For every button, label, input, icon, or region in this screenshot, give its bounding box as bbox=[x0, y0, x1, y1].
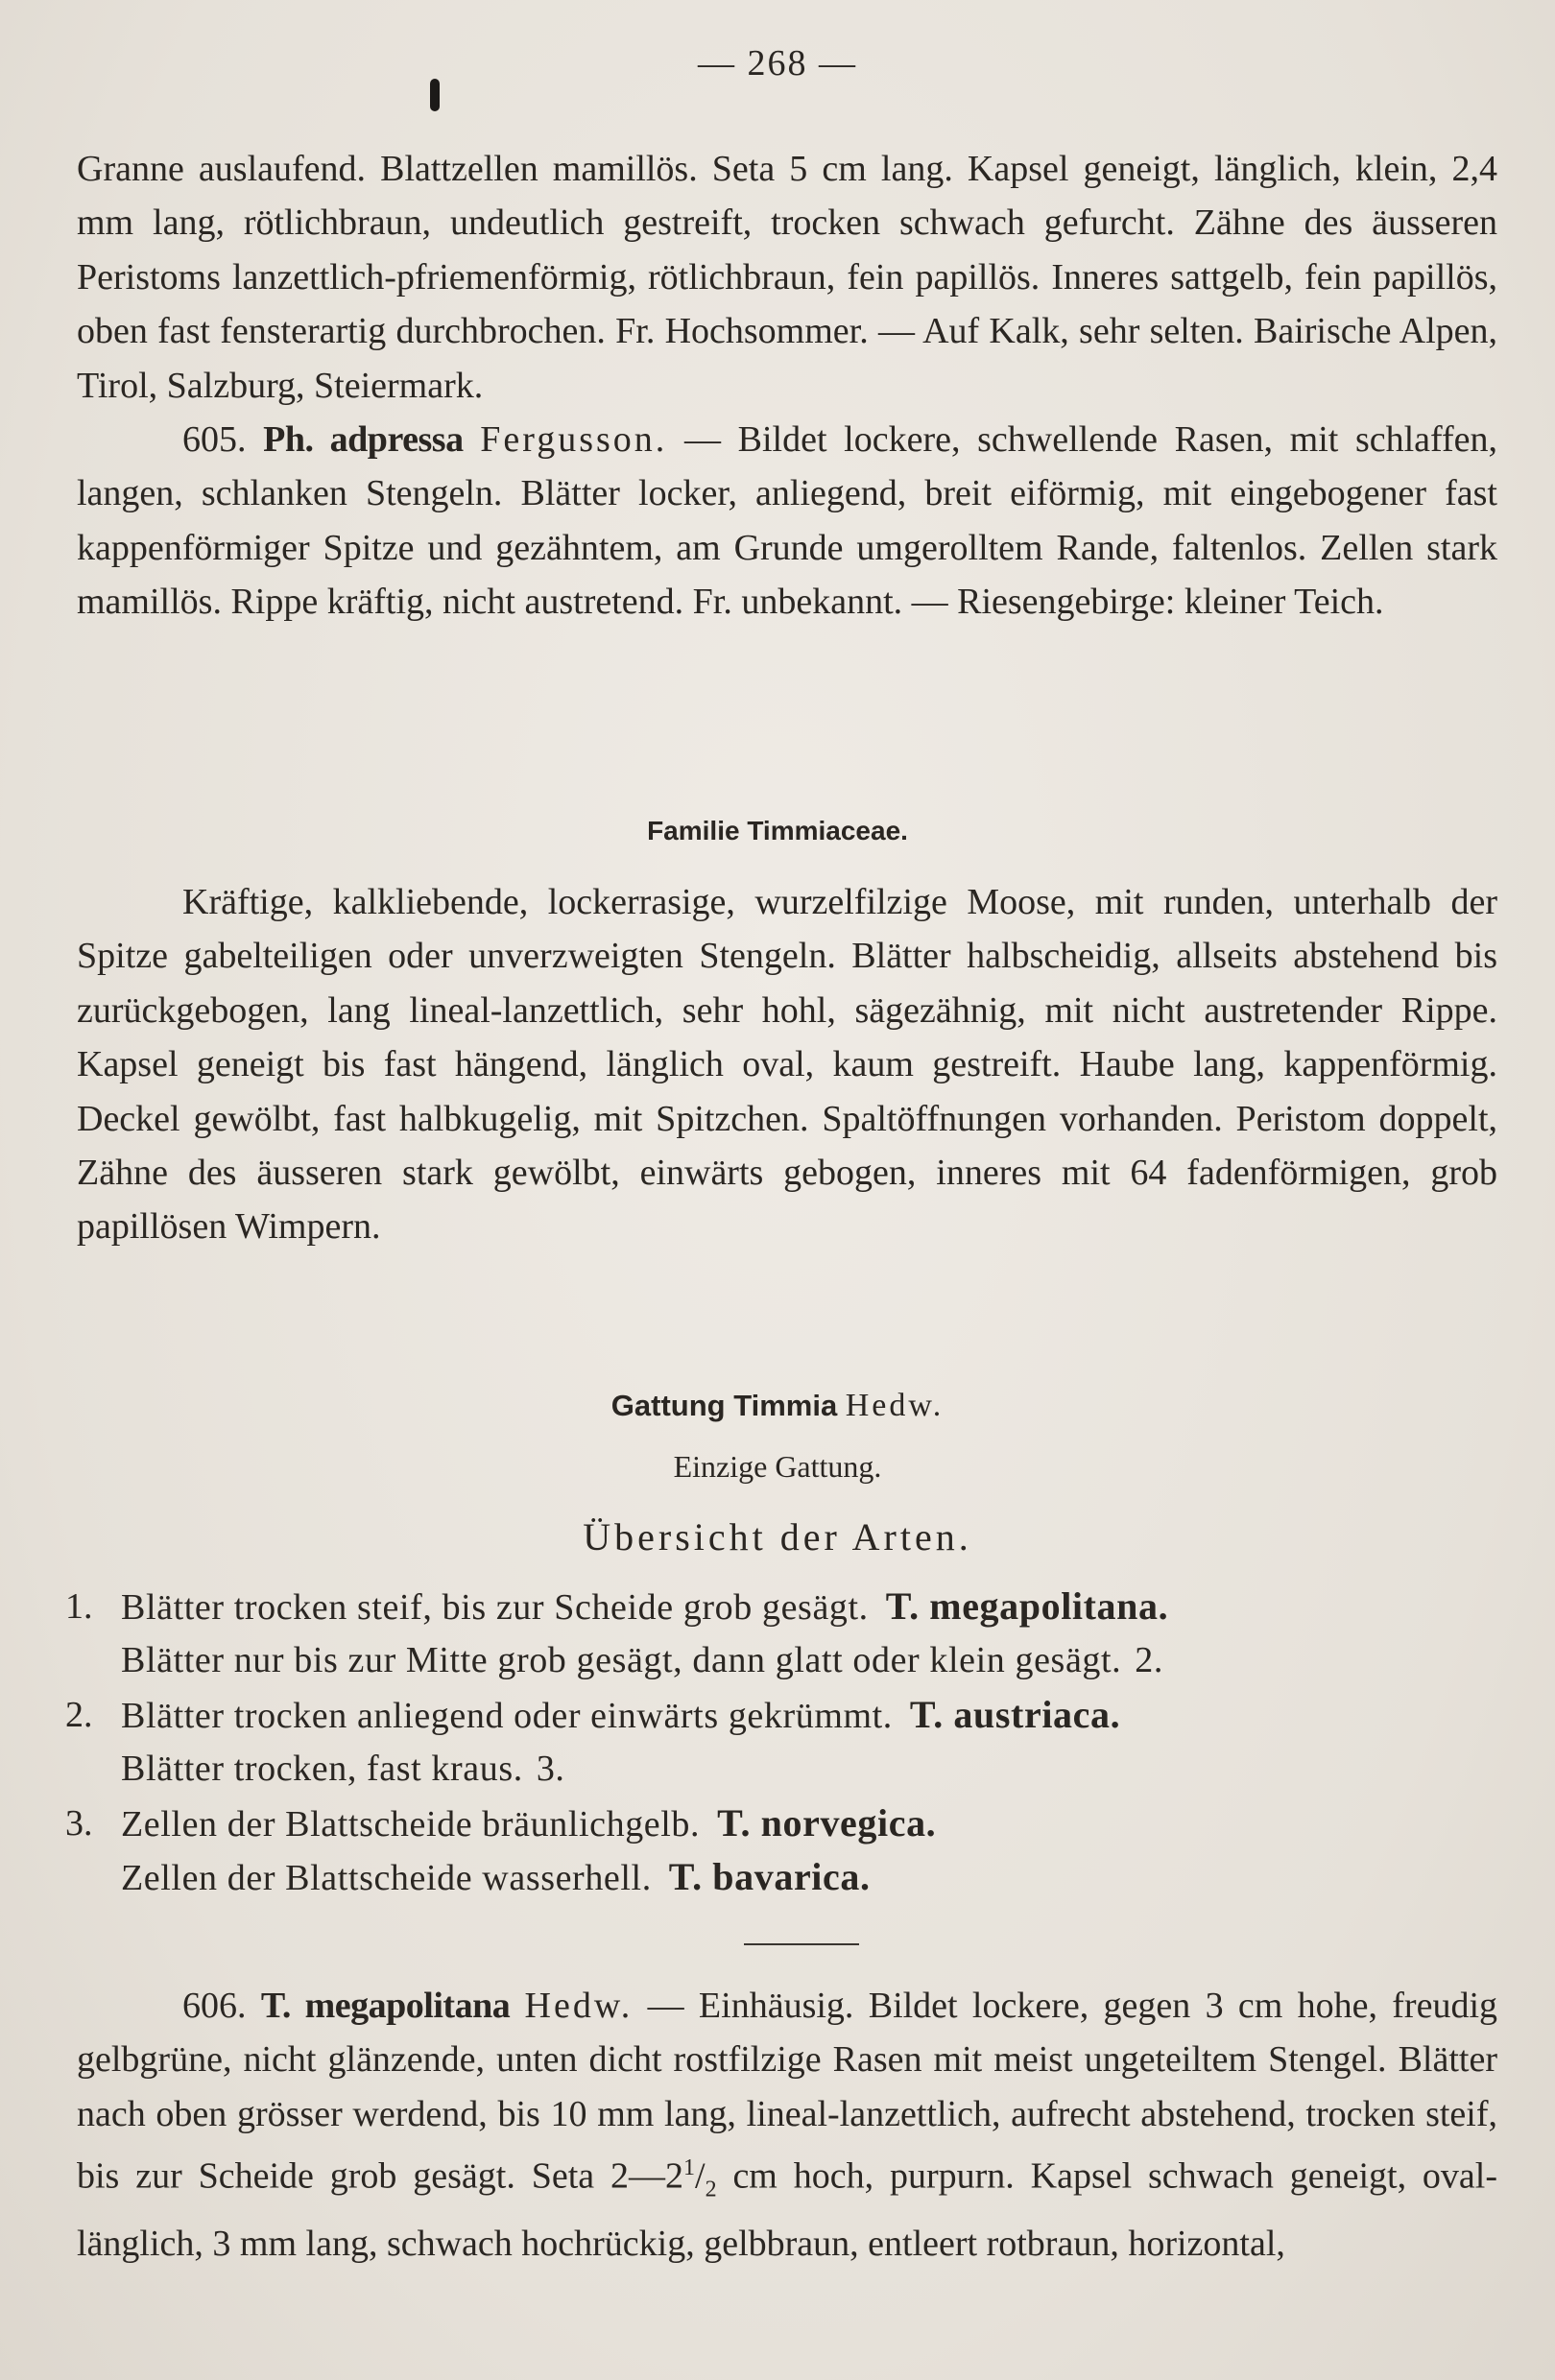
species-number: 605. bbox=[182, 419, 247, 461]
species-number: 606. bbox=[182, 1986, 247, 2026]
genus-author: Hedw. bbox=[845, 1388, 945, 1423]
fraction-denominator: 2 bbox=[705, 2177, 717, 2202]
paragraph-species-605 bbox=[77, 413, 1497, 630]
family-heading: Familie Timmiaceae. bbox=[647, 816, 908, 845]
key-reference: 3. bbox=[536, 1749, 565, 1790]
genus-name: Gattung Timmia bbox=[610, 1389, 838, 1422]
key-number: 2. bbox=[65, 1694, 93, 1735]
fraction-numerator: 1 bbox=[683, 2155, 696, 2181]
key-text: Blätter trocken steif, bis zur Scheide grob gesägt. bbox=[121, 1587, 869, 1628]
key-text: Blätter trocken, fast kraus. bbox=[121, 1749, 523, 1790]
key-row bbox=[65, 1850, 1505, 1904]
key-reference: 2. bbox=[1135, 1640, 1163, 1681]
key-number: 3. bbox=[65, 1802, 93, 1844]
section-divider bbox=[744, 1943, 859, 1945]
species-author: Fergusson. bbox=[480, 419, 668, 461]
species-key bbox=[65, 1580, 1505, 1904]
key-row bbox=[65, 1633, 1505, 1687]
key-species: T. norvegica. bbox=[717, 1800, 937, 1844]
family-description: Kräftige, kalkliebende, lockerrasige, wurzelfilzige Moose, mit runden, unterhalb der Spitze gabelteiligen oder unverzweigten Stengeln. Blätter halbscheidig, allseits abstehend bis zurückgebogen, lang lineal-lanzettlich, sehr hohl, sägezähnig, mit nicht austretender Rippe. Kapsel geneigt bis fast hängend, länglich oval, kaum gestreift. Haube lang, kappenförmig. Deckel gewölbt, fast halbkugelig, mit Spitzchen. Spaltöffnungen vorhanden. Peristom doppelt, Zähne des äusseren stark gewölbt, einwärts gebogen, inneres mit 64 fadenförmigen, grob papillösen Wimpern. bbox=[77, 882, 1497, 1248]
key-text: Blätter trocken anliegend oder einwärts gekrümmt. bbox=[121, 1695, 893, 1736]
species-604-continuation bbox=[77, 142, 1497, 630]
species-name: Ph. adpressa bbox=[263, 419, 464, 461]
key-species: T. bavarica. bbox=[668, 1854, 871, 1898]
key-row bbox=[65, 1742, 1505, 1796]
key-species: T. megapolitana. bbox=[885, 1584, 1169, 1628]
key-row bbox=[65, 1688, 1505, 1742]
species-606-block bbox=[77, 1979, 1497, 2271]
species-description-cont: cm hoch, purpurn. Kapsel schwach geneigt, oval-länglich, 3 mm lang, schwach hochrückig, gelbbraun, entleert rotbraun, horizontal, bbox=[77, 2155, 1498, 2264]
species-name: T. megapolitana bbox=[260, 1986, 511, 2026]
family-description-block bbox=[77, 875, 1497, 1254]
species-author: Hedw. bbox=[524, 1986, 634, 2026]
ink-blot bbox=[430, 79, 440, 111]
key-text: Zellen der Blattscheide bräunlichgelb. bbox=[121, 1803, 701, 1844]
key-text: Blätter nur bis zur Mitte grob gesägt, dann glatt oder klein gesägt. bbox=[121, 1640, 1122, 1681]
genus-subheading: Einzige Gattung. bbox=[673, 1449, 882, 1484]
overview-heading: Übersicht der Arten. bbox=[583, 1515, 972, 1559]
paragraph-species-606: 606. T. megapolitana Hedw. — Einhäusig. Bildet lockere, gegen 3 cm hohe, freudig gelbgrüne, nicht glänzende, unten dicht rostfilzige Rasen mit meist ungeteiltem Stengel. Blätter nach oben grösser werdend, bis 10 mm lang, lineal-lanzettlich, aufrecht abstehend, trocken steif, bis zur Scheide grob gesägt. Seta $2—2^1/_2$ cm hoch, purpurn. Kapsel schwach geneigt, oval-länglich, 3 mm lang, schwach hochrückig, gelbbraun, entleert rotbraun, horizontal, bbox=[77, 1986, 1498, 2264]
key-row bbox=[65, 1580, 1505, 1633]
key-text: Zellen der Blattscheide wasserhell. bbox=[121, 1857, 652, 1898]
genus-heading bbox=[0, 1388, 1555, 1424]
key-species: T. austriaca. bbox=[909, 1692, 1121, 1736]
key-row bbox=[65, 1797, 1505, 1850]
species-description: — Bildet lockere, schwellende Rasen, mit schlaffen, langen, schlanken Stengeln. Blätter locker, anliegend, breit eiförmig, mit eingebogener fast kappenförmiger Spitze und gezähntem, am Grunde umgerolltem Rande, faltenlos. Zellen stark mamillös. Rippe kräftig, nicht austretend. Fr. unbekannt. — Riesengebirge: kleiner Teich. bbox=[77, 419, 1498, 623]
page-number: — 268 — bbox=[698, 43, 857, 83]
paragraph-continuation: Granne auslaufend. Blattzellen mamillös. Seta 5 cm lang. Kapsel geneigt, länglich, klein, 2,4 mm lang, rötlichbraun, undeutlich gestreift, trocken schwach gefurcht. Zähne des äusseren Peristoms lanzettlich-pfriemenförmig, rötlichbraun, fein papillös. Inneres sattgelb, fein papillös, oben fast fensterartig durchbrochen. Fr. Hochsommer. — Auf Kalk, sehr selten. Bairische Alpen, Tirol, Salzburg, Steiermark. bbox=[77, 149, 1497, 406]
key-number: 1. bbox=[65, 1586, 93, 1627]
species-description: — Einhäusig. Bildet lockere, gegen 3 cm hohe, freudig gelbgrüne, nicht glänzende, unten dicht rostfilzige Rasen mit meist ungeteiltem Stengel. Blätter nach oben grösser werdend, bis 10 mm lang, lineal-lanzettlich, aufrecht abstehend, trocken steif, bis zur Scheide grob gesägt. Seta 2—2 bbox=[77, 1986, 1498, 2197]
